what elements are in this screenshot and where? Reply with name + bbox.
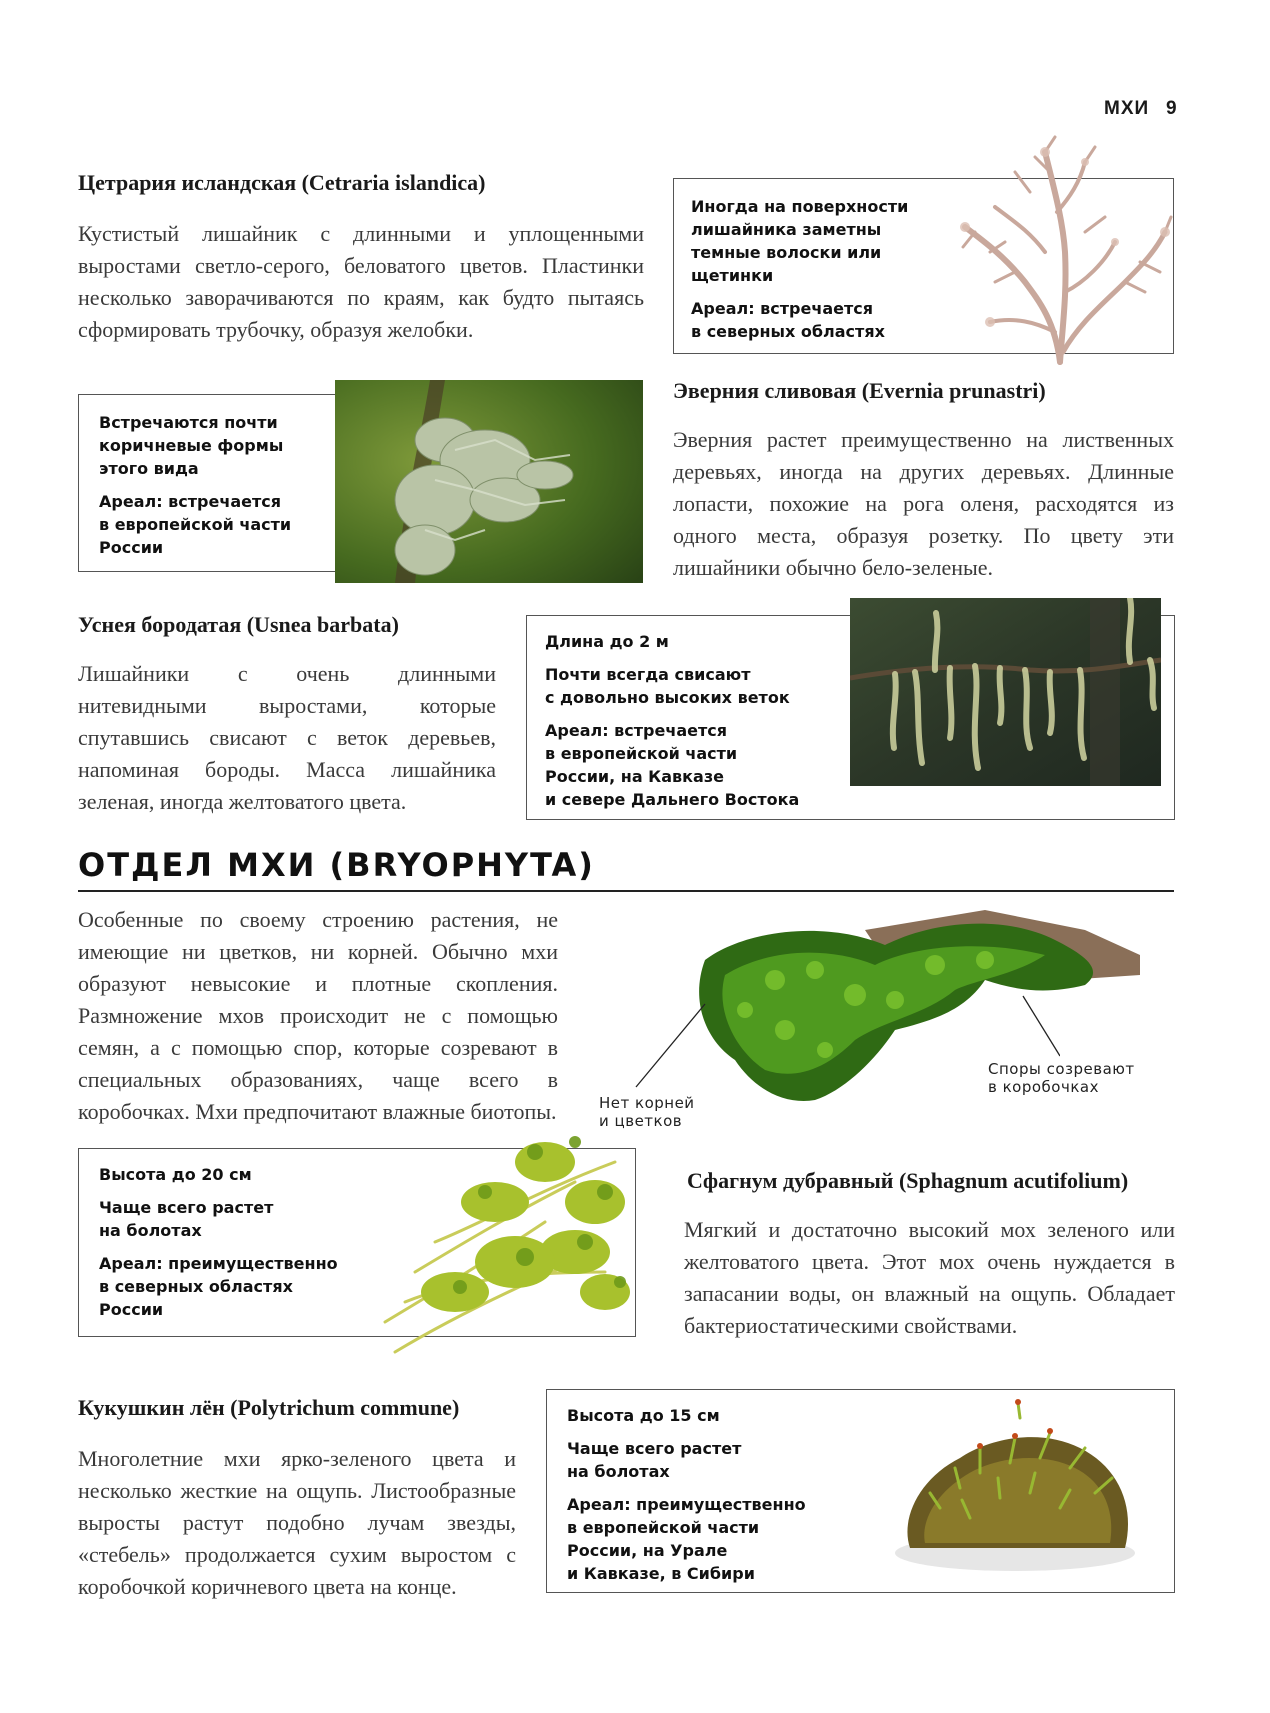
- polytrichum-moss-image: [880, 1398, 1150, 1578]
- cetraria-info-range: Ареал: встречается в северных областях: [691, 299, 885, 341]
- evernia-title: Эверния сливовая (Evernia prunastri): [673, 378, 1046, 403]
- usnea-info-habit: Почти всегда свисают с довольно высоких веток: [545, 665, 790, 707]
- sphagnum-info-height: Высота до 20 см: [99, 1165, 252, 1184]
- usnea-photo: [850, 598, 1161, 786]
- evernia-description: Эверния растет преимущественно на лиственных деревьях, иногда на других деревьях. Длинные лопасти, похожие на рога оленя, расходятся из одного места, образуя розетку. По цвету эти лишайники обычно бело-зеленые.: [673, 427, 1174, 580]
- usnea-description: Лишайники с очень длинными нитевидными выростами, которые спутавшись свисают с веток деревьев, напоминая бороды. Масса лишайника зеленая, иногда желтоватого цвета.: [78, 661, 496, 814]
- polytrichum-info-habitat: Чаще всего растет на болотах: [567, 1439, 742, 1481]
- cetraria-info-note: Иногда на поверхности лишайника заметны темные волоски или щетинки: [691, 197, 909, 285]
- cetraria-lichen-image: [945, 132, 1175, 370]
- evernia-photo: [335, 380, 643, 583]
- usnea-info-length: Длина до 2 м: [545, 632, 669, 651]
- polytrichum-title: Кукушкин лён (Polytrichum commune): [78, 1395, 460, 1420]
- sphagnum-description: Мягкий и достаточно высокий мох зеленого или желтоватого цвета. Этот мох очень нуждается в запасании воды, он влажный на ощупь. Обладает бактериостатическими свойствами.: [684, 1217, 1175, 1338]
- usnea-info-range: Ареал: встречается в европейской части России, на Кавказе и севере Дальнего Востока: [545, 721, 800, 809]
- callout-roots: Нет корней и цветков: [599, 1094, 695, 1130]
- sphagnum-title: Сфагнум дубравный (Sphagnum acutifolium): [687, 1168, 1129, 1193]
- polytrichum-info-range: Ареал: преимущественно в европейской части России, на Урале и Кавказе, в Сибири: [567, 1495, 806, 1583]
- sphagnum-moss-image: [375, 1122, 637, 1374]
- section-title: ОТДЕЛ МХИ (BRYOPHYTA): [78, 846, 595, 884]
- polytrichum-description: Многолетние мхи ярко-зеленого цвета и несколько жесткие на ощупь. Листообразные выросты растут подобно лучам звезды, «стебель» продолжается сухим выростом с коробочкой коричневого цвета на конце.: [78, 1446, 516, 1599]
- evernia-infobox: [78, 394, 336, 572]
- callout-spores: Споры созревают в коробочках: [988, 1060, 1135, 1096]
- evernia-info-range: Ареал: встречается в европейской части России: [99, 492, 292, 557]
- evernia-info-note: Встречаются почти коричневые формы этого вида: [99, 413, 284, 478]
- sphagnum-info-range: Ареал: преимущественно в северных областях России: [99, 1254, 338, 1319]
- usnea-title: Уснея бородатая (Usnea barbata): [78, 612, 399, 637]
- cetraria-description: Кустистый лишайник с длинными и уплощенными выростами светло-серого, беловатого цветов. Пластинки несколько заворачиваются по краям, как будто пытаясь сформировать трубочку, образуя желобки.: [78, 221, 644, 342]
- section-divider: [78, 890, 1174, 892]
- cetraria-title: Цетрария исландская (Cetraria islandica): [78, 170, 486, 195]
- polytrichum-info-height: Высота до 15 см: [567, 1406, 720, 1425]
- section-description: Особенные по своему строению растения, не имеющие ни цветков, ни корней. Обычно мхи образуют невысокие и плотные скопления. Размножение мхов происходит не с помощью семян, а с помощью спор, которые созревают в специальных образованиях, чаще всего в коробочках. Мхи предпочитают влажные биотопы.: [78, 907, 558, 1124]
- page-number: 9: [1166, 98, 1177, 119]
- running-header-section: МХИ: [1104, 98, 1150, 119]
- sphagnum-info-habitat: Чаще всего растет на болотах: [99, 1198, 274, 1240]
